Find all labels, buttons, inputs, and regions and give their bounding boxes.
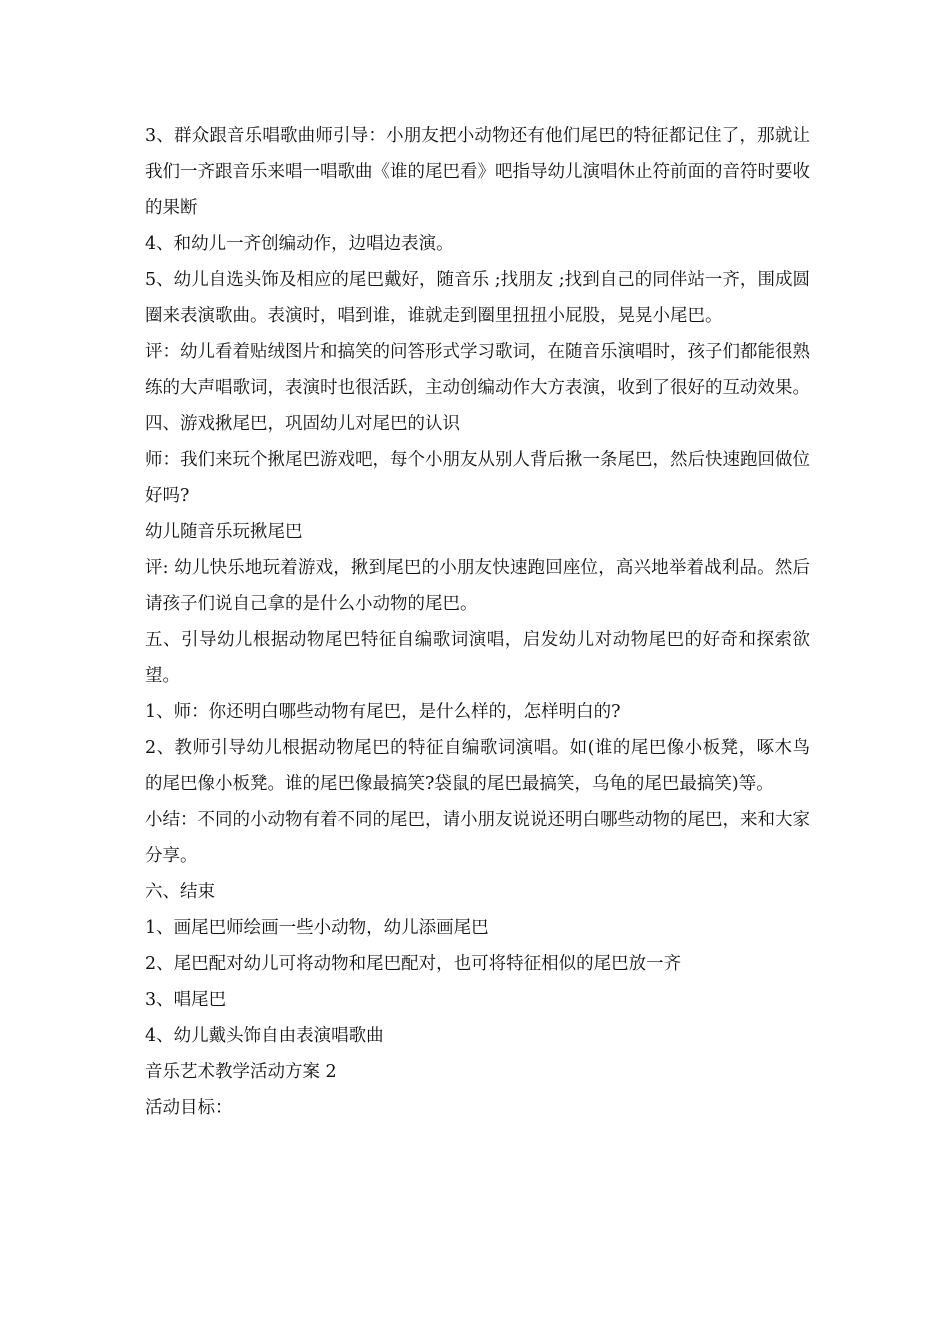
activity-goals-heading: 活动目标： (145, 1098, 233, 1118)
paragraph-8: 评: 幼儿快乐地玩着游戏，揪到尾巴的小朋友快速跑回座位，高兴地举着战利品。然后请孩子们说自己拿的是什么小动物的尾巴。 (145, 558, 810, 614)
paragraph-6: 师：我们来玩个揪尾巴游戏吧，每个小朋友从别人背后揪一条尾巴，然后快速跑回做位好吗? (145, 450, 810, 506)
paragraph-4: 评：幼儿看着贴绒图片和搞笑的问答形式学习歌词，在随音乐演唱时，孩子们都能很熟练的大声唱歌词，表演时也很活跃，主动创编动作大方表演，收到了很好的互动效果。 (145, 342, 810, 398)
paragraph-14: 1、画尾巴师绘画一些小动物，幼儿添画尾巴 (145, 918, 489, 938)
paragraph-11: 2、教师引导幼儿根据动物尾巴的特征自编歌词演唱。如(谁的尾巴像小板凳，啄木鸟的尾巴像小板凳。谁的尾巴像最搞笑?袋鼠的尾巴最搞笑，乌龟的尾巴最搞笑)等。 (145, 738, 810, 794)
paragraph-3: 5、幼儿自选头饰及相应的尾巴戴好，随音乐 ;找朋友 ;找到自己的同伴站一齐，围成圆圈来表演歌曲。表演时，唱到谁，谁就走到圈里扭扭小屁股，晃晃小尾巴。 (145, 270, 810, 326)
paragraph-2: 4、和幼儿一齐创编动作，边唱边表演。 (145, 234, 454, 254)
paragraph-7: 幼儿随音乐玩揪尾巴 (145, 522, 303, 542)
section-heading-4: 四、游戏揪尾巴，巩固幼儿对尾巴的认识 (145, 414, 460, 434)
paragraph-1: 3、群众跟音乐唱歌曲师引导：小朋友把小动物还有他们尾巴的特征都记住了，那就让我们一齐跟音乐来唱一唱歌曲《谁的尾巴看》吧指导幼儿演唱休止符前面的音符时要收的果断 (145, 126, 810, 218)
paragraph-16: 3、唱尾巴 (145, 990, 227, 1010)
plan-title: 音乐艺术教学活动方案 2 (145, 1062, 337, 1082)
paragraph-17: 4、幼儿戴头饰自由表演唱歌曲 (145, 1026, 384, 1046)
section-heading-6: 六、结束 (145, 882, 215, 902)
paragraph-10: 1、师：你还明白哪些动物有尾巴，是什么样的，怎样明白的? (145, 702, 621, 722)
section-heading-5: 五、引导幼儿根据动物尾巴特征自编歌词演唱，启发幼儿对动物尾巴的好奇和探索欲望。 (145, 630, 810, 686)
paragraph-12: 小结：不同的小动物有着不同的尾巴，请小朋友说说还明白哪些动物的尾巴，来和大家分享。 (145, 810, 810, 866)
document-page (145, 118, 810, 1126)
paragraph-15: 2、尾巴配对幼儿可将动物和尾巴配对，也可将特征相似的尾巴放一齐 (145, 954, 682, 974)
